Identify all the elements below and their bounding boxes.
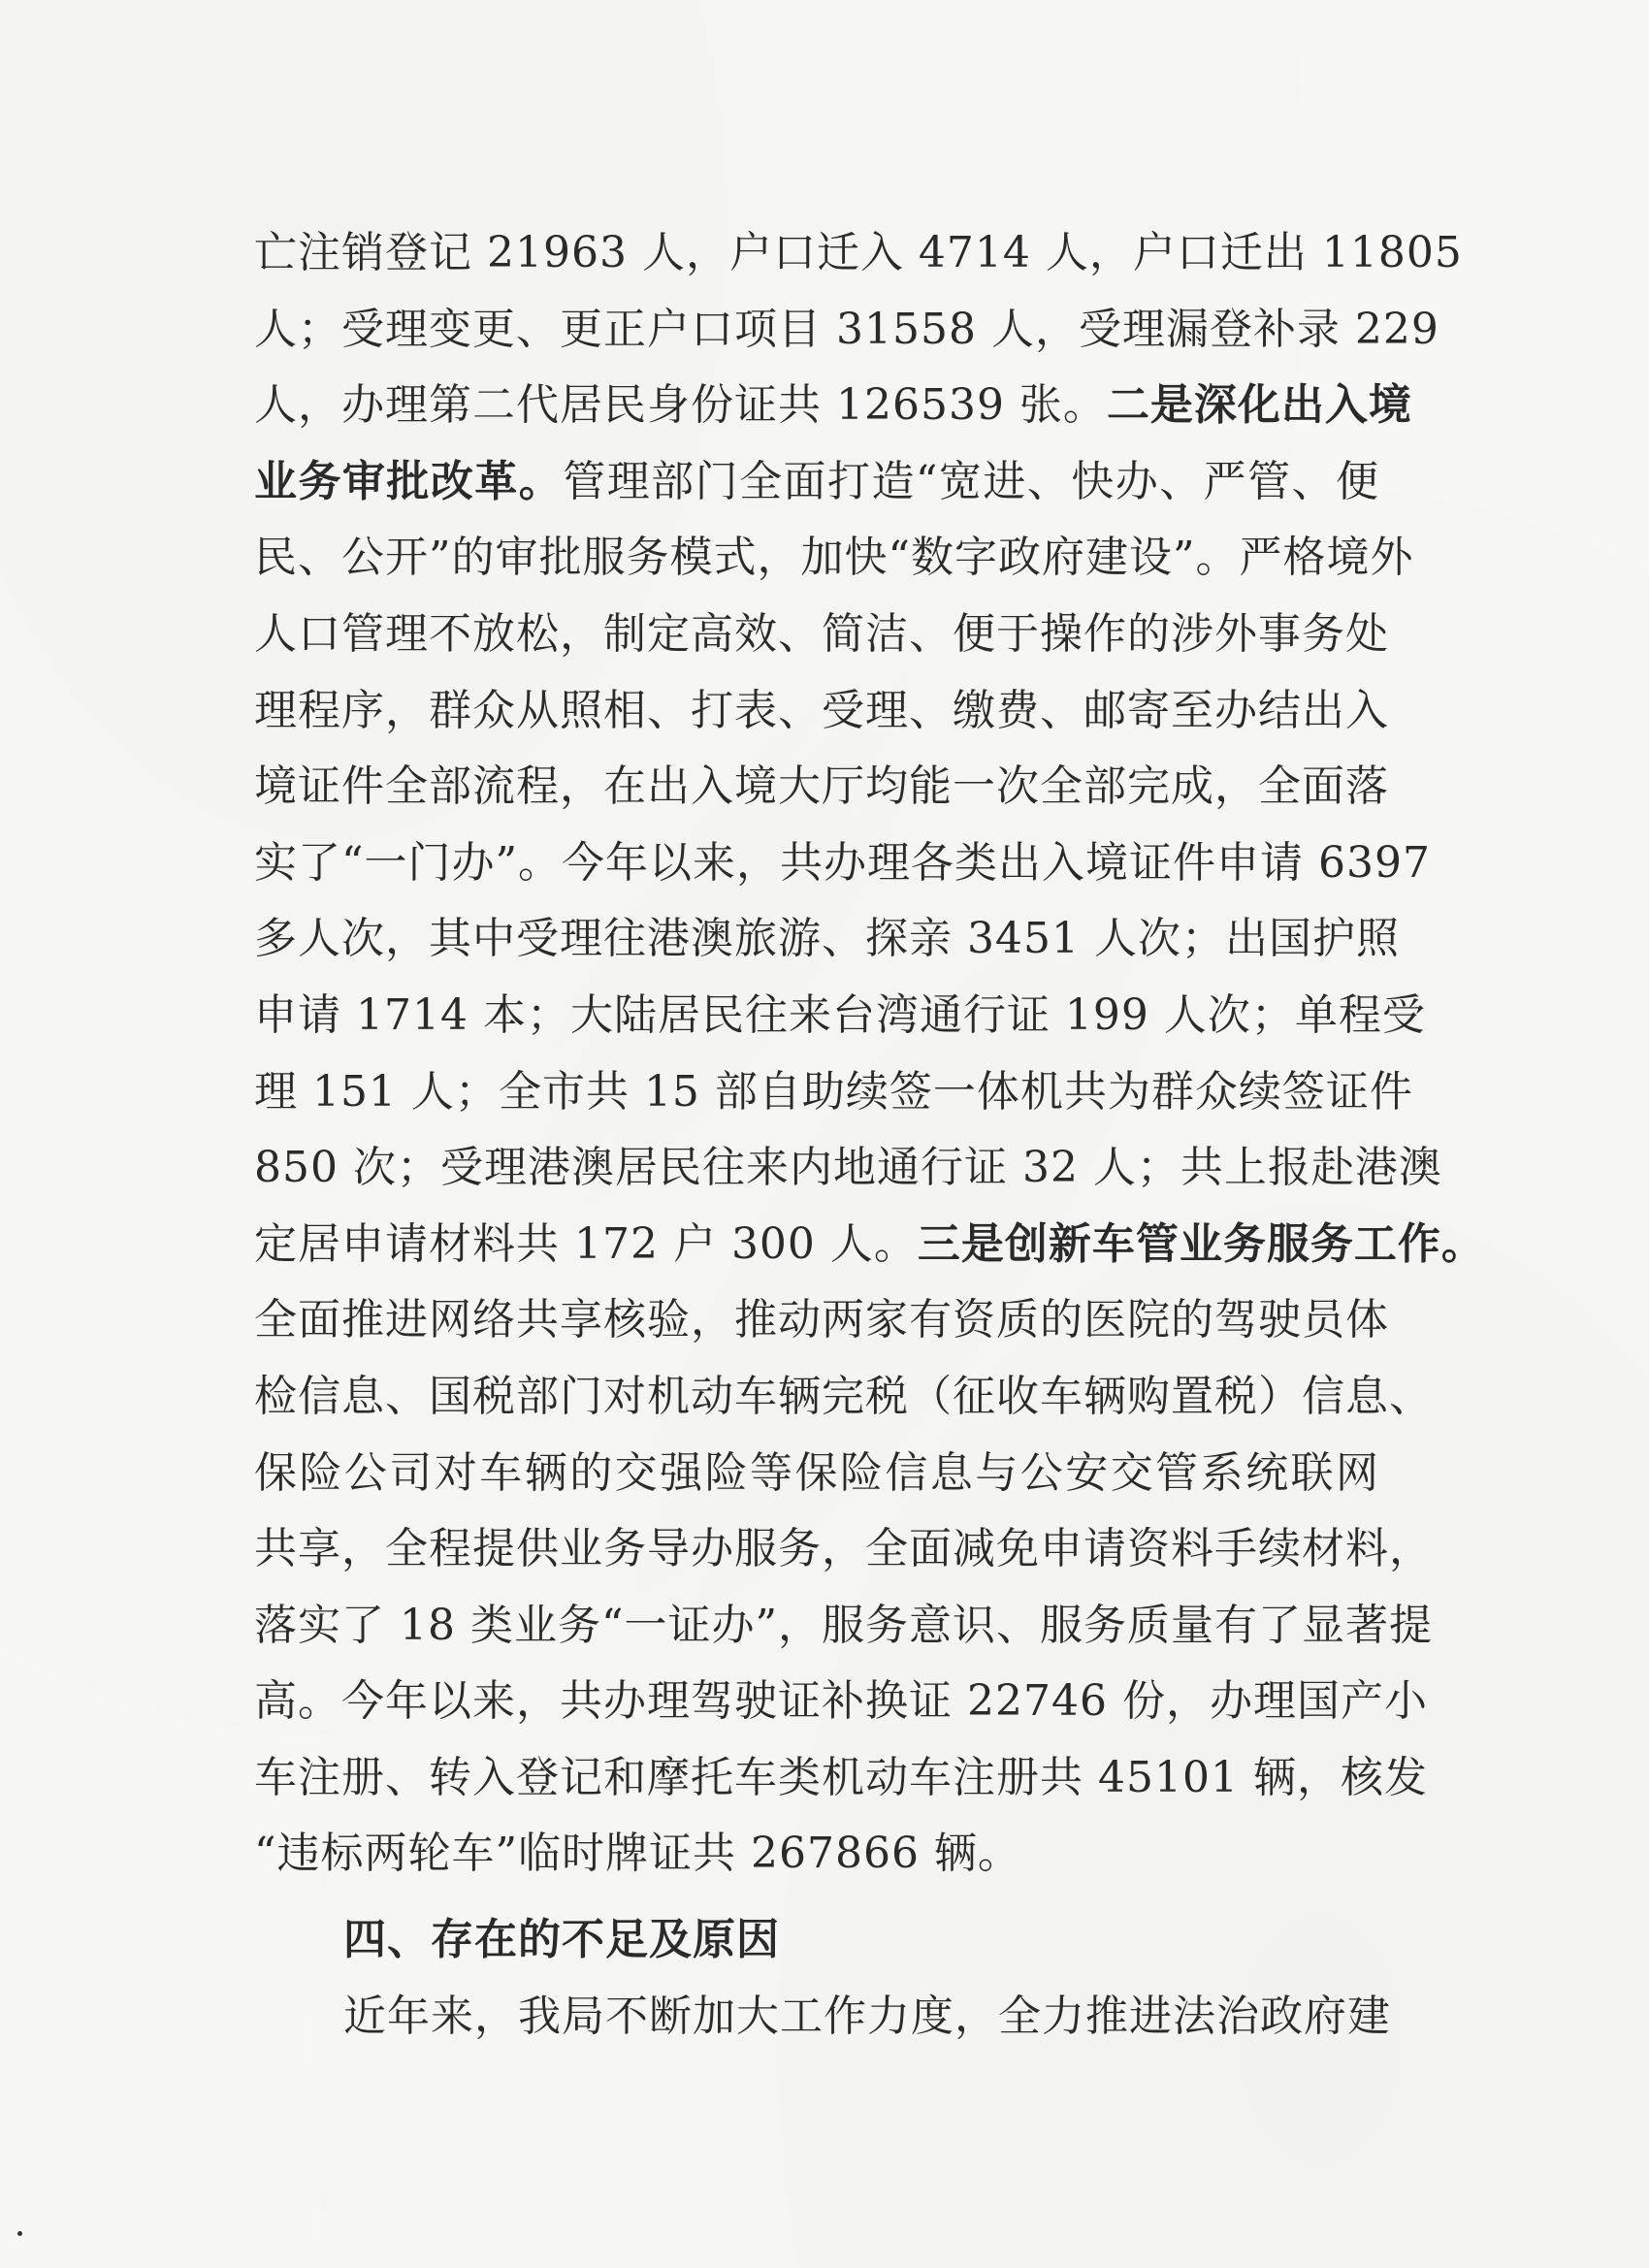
body-line-13: 850 次；受理港澳居民往来内地通行证 32 人；共上报赴港澳 [254,1143,1442,1193]
body-line-15: 全面推进网络共享核验，推动两家有资质的医院的驾驶员体 [254,1295,1389,1345]
body-line-7: 理程序，群众从照相、打表、受理、缴费、邮寄至办结出入 [254,685,1389,735]
body-line-16: 检信息、国税部门对机动车辆完税（征收车辆购置税）信息、 [254,1371,1433,1421]
body-line-4-text: 管理部门全面打造“宽进、快办、严管、便 [563,456,1380,506]
body-line-9: 实了“一门办”。今年以来，共办理各类出入境证件申请 6397 [254,837,1431,888]
body-line-5: 民、公开”的审批服务模式，加快“数字政府建设”。严格境外 [254,533,1414,583]
body-line-14 [254,1207,1485,1283]
body-line-8: 境证件全部流程，在出入境大厅均能一次全部完成，全面落 [254,761,1389,812]
body-line-12: 理 151 人；全市共 15 部自助续签一体机共为群众续签证件 [254,1066,1413,1117]
paragraph-first-line: 近年来，我局不断加大工作力度，全力推进法治政府建 [343,1991,1391,2041]
body-line-4 [254,444,1379,521]
scan-artifact [17,2231,22,2236]
body-line-14-text: 定居申请材料共 172 户 300 人。 [254,1218,918,1269]
body-line-19: 落实了 18 类业务“一证办”，服务意识、服务质量有了显著提 [254,1600,1433,1650]
body-line-6: 人口管理不放松，制定高效、简洁、便于操作的涉外事务处 [254,608,1389,659]
body-line-3-text: 人，办理第二代居民身份证共 126539 张。 [254,380,1107,431]
body-line-18: 共享，全程提供业务导办服务，全面减免申请资料手续材料， [254,1524,1433,1574]
body-line-17: 保险公司对车辆的交强险等保险信息与公安交管系统联网 [254,1447,1379,1498]
body-line-22: “违标两轮车”临时牌证共 267866 辆。 [254,1829,1021,1879]
section-heading: 四、存在的不足及原因 [343,1915,780,1965]
body-line-11: 申请 1714 本；大陆居民往来台湾通行证 199 人次；单程受 [254,989,1426,1040]
point-two-title-end: 业务审批改革。 [254,456,564,506]
point-three-title: 三是创新车管业务服务工作。 [917,1218,1485,1269]
body-line-2: 人；受理变更、更正户口项目 31558 人，受理漏登补录 229 [254,304,1439,354]
body-line-20: 高。今年以来，共办理驾驶证补换证 22746 份，办理国产小 [254,1676,1428,1727]
body-line-3 [254,368,1412,444]
body-line-1: 亡注销登记 21963 人，户口迁入 4714 人，户口迁出 11805 [254,228,1463,277]
document-body [254,215,1485,2055]
body-line-21: 车注册、转入登记和摩托车类机动车注册共 45101 辆，核发 [254,1752,1428,1802]
point-two-title-start: 二是深化出入境 [1106,380,1412,431]
body-line-10: 多人次，其中受理往港澳旅游、探亲 3451 人次；出国护照 [254,914,1400,964]
